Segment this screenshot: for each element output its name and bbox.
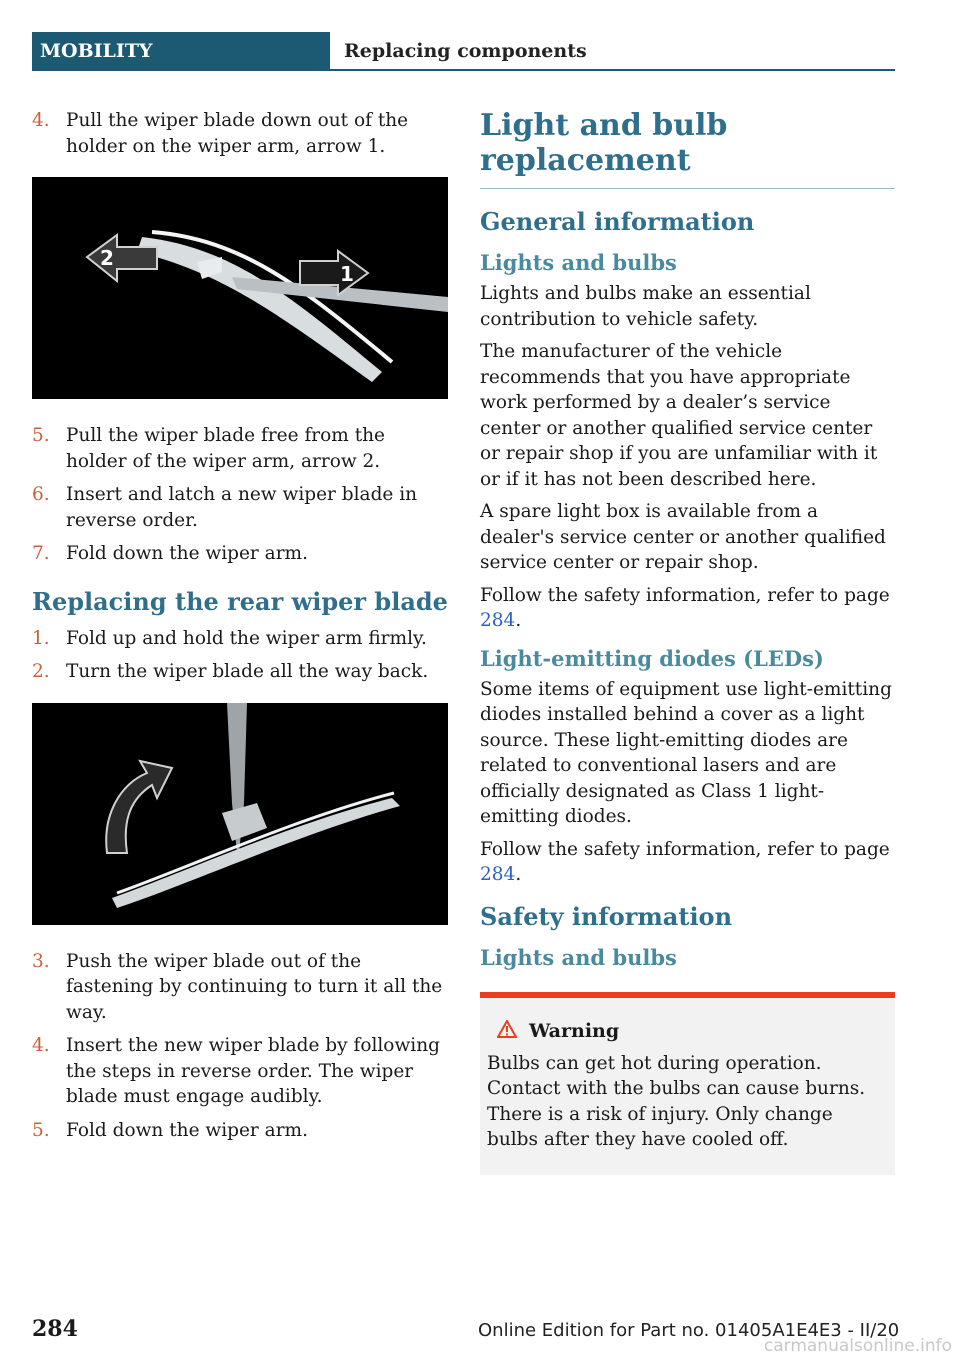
svg-text:1: 1 <box>340 262 354 286</box>
step-text: Pull the wiper blade down out of the holder on the wiper arm, arrow 1. <box>66 110 409 157</box>
step-item <box>32 626 448 652</box>
step-item <box>32 108 448 159</box>
step-item <box>32 423 448 474</box>
paragraph: Lights and bulbs make an essential contribution to vehicle safety. <box>480 283 811 330</box>
page-header <box>32 32 895 71</box>
page-link[interactable]: 284 <box>480 610 516 631</box>
figure-rear-wiper <box>32 703 448 925</box>
step-item <box>32 949 448 1026</box>
step-number: 3. <box>32 950 50 972</box>
warning-text: Bulbs can get hot during operation. Contact with the bulbs can cause burns. There is a risk of injury. Only change bulbs after they have cooled off. <box>487 1052 866 1150</box>
step-text: Insert and latch a new wiper blade in reverse order. <box>66 484 418 531</box>
paragraph: The manufacturer of the vehicle recommends that you have appropriate work performed by a dealer’s service center or another qualified service center or repair shop if you are unfamiliar with it or if it has not been described here. <box>480 341 878 490</box>
watermark: carmanualsonline.info <box>763 1336 952 1356</box>
subheading-leds: Light-emitting diodes (LEDs) <box>480 645 824 671</box>
subheading-lights-bulbs-safety: Lights and bulbs <box>480 944 677 970</box>
warning-title: Warning <box>529 1020 620 1042</box>
step-text: Fold up and hold the wiper arm firmly. <box>66 627 427 649</box>
step-number: 4. <box>32 110 50 131</box>
step-number: 4. <box>32 1035 50 1056</box>
page-link[interactable]: 284 <box>480 864 516 885</box>
paragraph: Follow the safety information, refer to page 284. <box>480 838 890 885</box>
step-number: 5. <box>32 1119 50 1141</box>
step-text: Fold down the wiper arm. <box>66 1119 308 1141</box>
step-number: 6. <box>32 484 50 505</box>
step-text: Push the wiper blade out of the fastening by continuing to turn it all the way. <box>66 950 443 1023</box>
step-item <box>32 659 448 685</box>
header-rule <box>330 69 895 71</box>
step-text: Turn the wiper blade all the way back. <box>66 661 429 682</box>
step-number: 5. <box>32 425 50 446</box>
svg-text:2: 2 <box>100 246 114 270</box>
step-item <box>32 482 448 533</box>
warning-triangle-icon <box>497 1020 517 1043</box>
section-tab: MOBILITY <box>32 32 330 71</box>
section-heading-rear-wiper: Replacing the rear wiper blade <box>32 586 448 616</box>
left-column <box>32 108 448 1151</box>
warning-header <box>487 1020 887 1043</box>
figure-front-wiper <box>32 177 448 399</box>
paragraph: Follow the safety information, refer to page 284. <box>480 584 890 631</box>
section-heading-safety: Safety information <box>480 901 733 931</box>
step-text: Fold down the wiper arm. <box>66 543 308 564</box>
step-text: Insert the new wiper blade by following the steps in reverse order. The wiper blade must engage audibly. <box>66 1035 440 1107</box>
edition-footer: Online Edition for Part no. 01405A1E4E3 - II/20 <box>478 1320 900 1341</box>
page-title: Light and bulb replacement <box>480 108 895 189</box>
warning-box <box>480 992 895 1175</box>
page-number: 284 <box>32 1316 78 1342</box>
right-column <box>480 108 895 1175</box>
step-item <box>32 1033 448 1110</box>
step-number: 7. <box>32 543 50 564</box>
step-text: Pull the wiper blade free from the holder of the wiper arm, arrow 2. <box>66 425 385 472</box>
subheading-lights-bulbs: Lights and bulbs <box>480 250 677 275</box>
paragraph: Some items of equipment use light-emitting diodes installed behind a cover as a light source. These light-emitting diodes are related to conventional lasers and are officially designated as Class 1 light-emitting diodes. <box>480 678 892 827</box>
chapter-title: Replacing components <box>344 40 587 62</box>
step-item <box>32 541 448 567</box>
paragraph: A spare light box is available from a dealer's service center or another qualified service center or repair shop. <box>480 501 886 573</box>
section-heading-general: General information <box>480 207 755 236</box>
step-number: 1. <box>32 627 50 649</box>
step-item <box>32 1118 448 1144</box>
step-number: 2. <box>32 661 50 682</box>
